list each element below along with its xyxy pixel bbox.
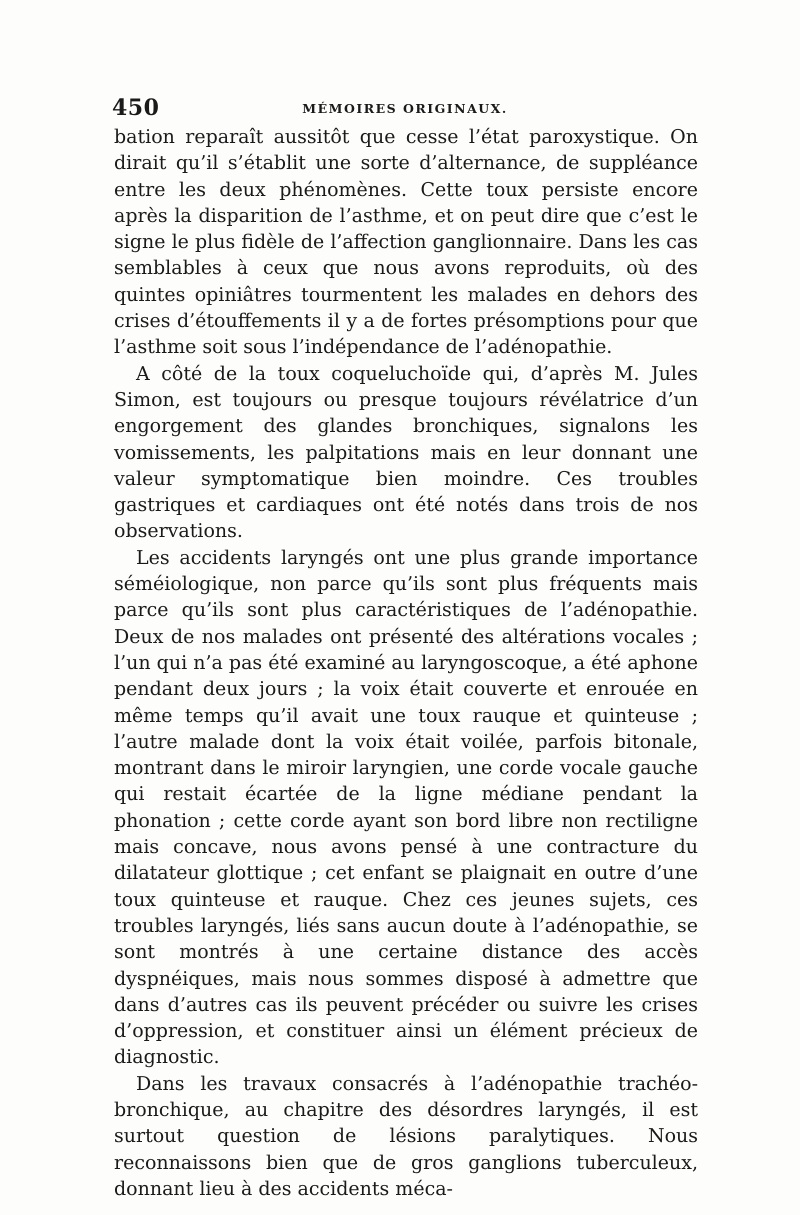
paragraph-travaux-adenopathie: Dans les travaux consacrés à l’adénopathie trachéo-bronchique, au chapitre des désordres laryngés, il est surtout question de lésions paralytiques. Nous reconnaissons bien que de gros ganglions tuberculeux, donnant lieu à des accidents méca- — [114, 1072, 698, 1200]
paragraph-accidents-larynges: Les accidents laryngés ont une plus grande importance séméiologique, non parce qu’ils sont plus fréquents mais parce qu’ils sont plus caractéristiques de l’adénopathie. Deux de nos malades ont présenté des altérations vocales ; l’un qui n’a pas été examiné au laryngoscoque, a été aphone pendant deux jours ; la voix était couverte et enrouée en même temps qu’il avait une toux rauque et quinteuse ; l’autre malade dont la voix était voilée, parfois bitonale, montrant dans le miroir laryngien, une corde vocale gauche qui restait écartée de la ligne médiane pendant la phonation ; cette corde ayant son bord libre non rectiligne mais concave, nous avons pensé à une contracture du dilatateur glottique ; cet enfant se plaignait en outre d’une toux quinteuse et rauque. Chez ces jeunes sujets, ces troubles laryngés, liés sans aucun doute à l’adénopathie, se sont montrés à une certaine distance des accès dyspnéiques, mais nous sommes disposé à admettre que dans d’autres cas ils peuvent précéder ou suivre les crises d’oppression, et constituer ainsi un élément précieux de diagnostic. — [114, 546, 698, 1069]
page-header — [112, 95, 698, 125]
running-title: MÉMOIRES ORIGINAUX. — [302, 101, 508, 116]
paragraph-continuation: bation reparaît aussitôt que cesse l’état paroxystique. On dirait qu’il s’établit une sorte d’alternance, de suppléance entre les deux phénomènes. Cette toux persiste encore après la disparition de l’asthme, et on peut dire que c’est le signe le plus fidèle de l’affection ganglionnaire. Dans les cas semblables à ceux que nous avons reproduits, où des quintes opiniâtres tourmentent les malades en dehors des crises d’étouffements il y a de fortes présomptions pour que l’asthme soit sous l’indépendance de l’adénopathie. — [114, 126, 698, 359]
paragraph-toux-coqueluchoide: A côté de la toux coqueluchoïde qui, d’après M. Jules Simon, est toujours ou presque toujours révélatrice d’un engorgement des glandes bronchiques, signalons les vomissements, les palpitations mais en leur donnant une valeur symptomatique bien moindre. Ces troubles gastriques et cardiaques ont été notés dans trois de nos observations. — [114, 362, 698, 543]
body-text — [114, 124, 698, 1202]
page-number: 450 — [112, 95, 160, 121]
